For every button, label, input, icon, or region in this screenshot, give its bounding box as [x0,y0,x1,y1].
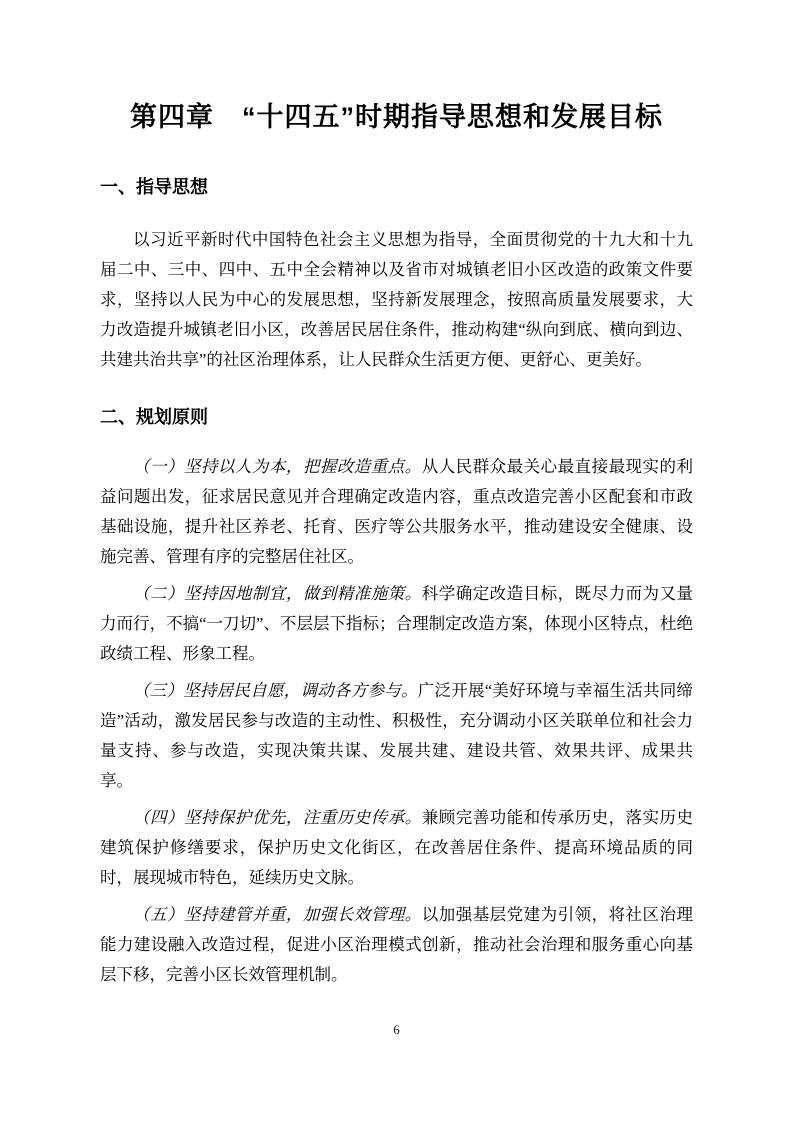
principle-item-4 [100,803,693,893]
principle-item-4-lead: （四）坚持保护优先，注重历史传承。 [133,808,422,827]
principle-item-5-text: 以加强基层党建为引领，将社区治理能力建设融入改造过程，促进小区治理模式创新，推动社会治理和服务重心向基层下移，完善小区长效管理机制。 [100,905,693,984]
section-heading-guiding-ideology: 一、指导思想 [100,177,208,197]
principle-item-5 [100,900,693,990]
principle-item-4-text: 兼顾完善功能和传承历史，落实历史建筑保护修缮要求，保护历史文化街区，在改善居住条件、提高环境品质的同时，展现城市特色，延续历史文脉。 [100,808,693,887]
guiding-ideology-paragraph [100,225,693,375]
principle-item-1 [100,452,693,572]
chapter-title: 第四章 “十四五”时期指导思想和发展目标 [130,102,663,132]
principle-item-3-lead: （三）坚持居民自愿，调动各方参与。 [133,681,418,700]
principle-item-2 [100,579,693,669]
section-heading-planning-principles: 二、规划原则 [100,407,208,427]
page-number: 6 [393,1022,400,1037]
principle-item-2-text: 科学确定改造目标，既尽力而为又量力而行，不搞“一刀切”、不层层下指标；合理制定改造方案，体现小区特点，杜绝政绩工程、形象工程。 [100,584,693,663]
principle-item-1-lead: （一）坚持以人为本，把握改造重点。 [133,457,422,476]
principle-item-1-text: 从人民群众最关心最直接最现实的利益问题出发，征求居民意见并合理确定改造内容，重点改造完善小区配套和市政基础设施，提升社区养老、托育、医疗等公共服务水平，推动建设安全健康、设施完善、管理有序的完整居住社区。 [100,457,693,566]
principle-item-5-lead: （五）坚持建管并重，加强长效管理。 [133,905,422,924]
page-content [0,98,793,990]
paragraph-text: 以习近平新时代中国特色社会主义思想为指导，全面贯彻党的十九大和十九届二中、三中、四中、五中全会精神以及省市对城镇老旧小区改造的政策文件要求，坚持以人民为中心的发展思想，坚持新发展理念，按照高质量发展要求，大力改造提升城镇老旧小区，改善居民居住条件，推动构建“纵向到底、横向到边、共建共治共享”的社区治理体系，让人民群众生活更方便、更舒心、更美好。 [100,230,693,369]
principle-item-3 [100,676,693,796]
principle-item-3-text: 广泛开展“美好环境与幸福生活共同缔造”活动，激发居民参与改造的主动性、积极性，充分调动小区关联单位和社会力量支持、参与改造，实现决策共谋、发展共建、建设共管、效果共评、成果共享。 [100,681,694,790]
principle-item-2-lead: （二）坚持因地制宜，做到精准施策。 [133,584,422,603]
